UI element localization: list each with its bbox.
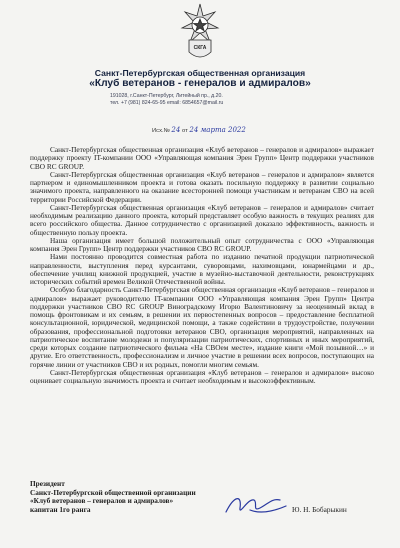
address-line: 191028, г.Санкт-Петербург, Литейный пр., д.20. xyxy=(110,93,223,99)
org-type: Санкт-Петербургская общественная организация xyxy=(94,68,306,78)
body-paragraph: Санкт-Петербургская общественная организация «Клуб ветеранов – генералов и адмиралов» выражает поддержку проекту IT-компании ООО «Управляющая компания Эрен Групп» Центр поддержки участников СВО RC GROUP. xyxy=(30,145,374,171)
address-block xyxy=(110,93,310,107)
emblem-text: СКГА xyxy=(193,45,207,51)
body-paragraph: Особую благодарность Санкт-Петербургская общественная организация «Клуб ветеранов – генералов и адмиралов» выражает руководителю IT-компании ООО «Управляющая компания Эрен Групп» Центра поддержки участников СВО RC GROUP Виноградскому Игорю Валентиновичу за неоценимый вклад в помощь фронтовикам и их семьям, в решении их первостепенных вопросов – предоставление бесплатной консультационной, юридической, медицинской помощи, а также содействии в трудоустройстве, получении образования, профессиональной подготовки ветеранов СВО, организация мероприятий, направленных на патриотическое воспитание молодежи и популяризации патриотических, спортивных и иных мероприятий, среди которых создание патриотического фильма «На СВОем месте», издание книги «Мой позывной…» и другие. Его ответственность, профессионализм и личное участие в решении всех вопросов, поступающих на горячие линии от участников СВО и их родных, помогли многим семьям. xyxy=(30,285,374,369)
signer-org-line2: «Клуб ветеранов – генералов и адмиралов» xyxy=(30,496,174,505)
reference-line xyxy=(152,126,246,134)
ref-number: 24 xyxy=(171,126,181,134)
club-emblem-icon xyxy=(180,2,220,66)
body-paragraph: Нами постоянно проводится совместная работа по изданию печатной продукции патриотической направленности, выступления перед курсантами, суворовцами, нахимовцами, юнармейцами и др., обеспечение училищ книжной продукцией, участие в музейно-выставочной деятельности, реконструкциях исторических событий времен Великой Отечественной войны. xyxy=(30,252,374,286)
signer-name: Ю. Н. Бобарыкин xyxy=(292,505,347,514)
handwritten-signature-icon xyxy=(220,488,290,522)
ref-sep: от xyxy=(181,128,188,134)
body-paragraph: Санкт-Петербургская общественная организация «Клуб ветеранов – генералов и адмиралов» высоко оценивает социальную значимость проекта и считает необходимым и высокоэффективным. xyxy=(30,367,374,385)
contacts-line: тел. +7 (981) 824-65-95 email: 6854657@mail.ru xyxy=(110,100,224,106)
signer-org-line1: Санкт-Петербургской общественной организации xyxy=(30,487,196,497)
body-paragraph: Санкт-Петербургская общественная организация «Клуб ветеранов – генералов и адмиралов» является партнером и единомышленником проекта и готова оказать посильную поддержку в развитии социально значимого проекта, направленного на оказание всесторонней помощи участникам и ветеранам СВО на всей территории Российской Федерации. xyxy=(30,169,374,204)
ref-date: 24 марта 2022 xyxy=(189,126,246,134)
body-paragraph: Наша организация имеет большой положительный опыт сотрудничества с ООО «Управляющая компания Эрен Групп» Центр поддержки участников СВО RC GROUP. xyxy=(30,235,374,253)
letter-body xyxy=(30,146,374,385)
org-name: «Клуб ветеранов - генералов и адмиралов» xyxy=(89,78,311,89)
ref-prefix: Исх.№ xyxy=(152,128,170,134)
signer-title: Президент xyxy=(30,479,65,488)
body-paragraph: Санкт-Петербургская общественная организация «Клуб ветеранов – генералов и адмиралов» считает необходимым реализацию данного проекта, который представляет особую важность в текущих реалиях для всего российского общества. Данное сотрудничество с организацией доказало эффективность, важность и общественную пользу проекта. xyxy=(30,202,374,237)
signer-rank: капитан 1го ранга xyxy=(30,504,91,514)
